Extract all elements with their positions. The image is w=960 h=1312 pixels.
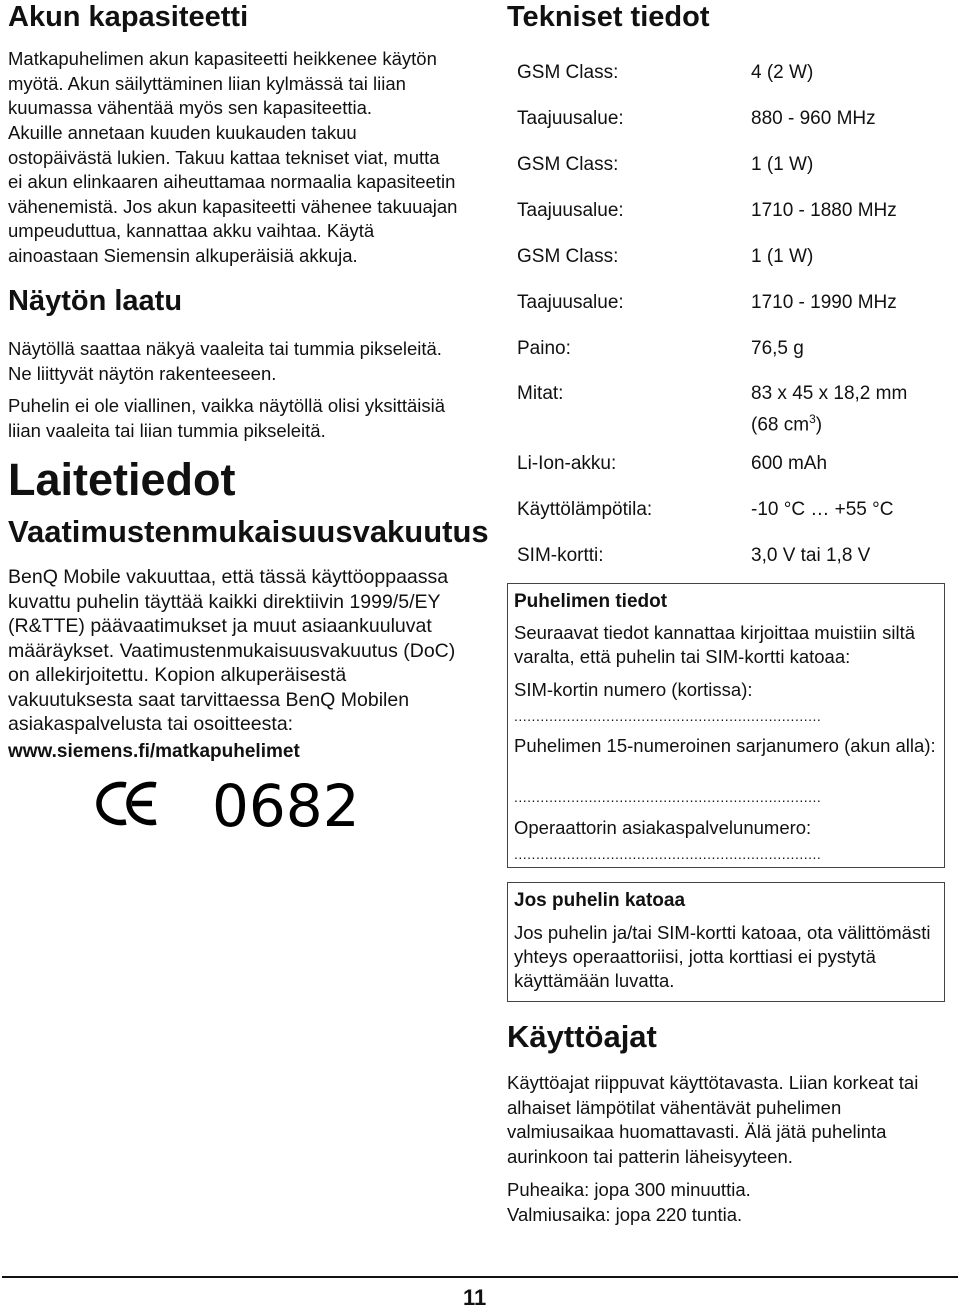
display-paragraph-1: Näytöllä saattaa näkyä vaaleita tai tummia pikseleitä. Ne liittyvät näytön rakenteeseen.	[8, 338, 442, 384]
spec-label: Taajuusalue:	[517, 200, 624, 221]
spec-label: SIM-kortti:	[517, 545, 604, 566]
battery-paragraph-1: Matkapuhelimen akun kapasiteetti heikkenee käytön myötä. Akun säilyttäminen liian kylmässä tai liian kuumassa vähentää myös sen kapasiteettia.	[8, 48, 437, 118]
lost-phone-title: Jos puhelin katoaa	[514, 890, 686, 911]
spec-label: Käyttölämpötila:	[517, 499, 653, 520]
spec-label: Taajuusalue:	[517, 108, 624, 129]
footer-divider	[2, 1276, 958, 1278]
spec-value: 1 (1 W)	[751, 154, 814, 175]
spec-label: Taajuusalue:	[517, 292, 624, 313]
sim-number-dots: ......................................................................	[514, 708, 822, 724]
spec-value: 1 (1 W)	[751, 246, 814, 267]
talk-time: Puheaika: jopa 300 minuuttia.	[507, 1179, 751, 1200]
spec-label: Li-Ion-akku:	[517, 453, 617, 474]
phone-info-intro: Seuraavat tiedot kannattaa kirjoittaa muistiin siltä varalta, että puhelin tai SIM-kortti katoaa:	[514, 622, 916, 667]
spec-value: -10 °C … +55 °C	[751, 499, 894, 520]
conformity-subheading: Vaatimustenmukaisuusvakuutus	[8, 514, 489, 549]
serial-number-label: Puhelimen 15-numeroinen sarjanumero (akun alla):	[514, 735, 936, 756]
spec-value: 880 - 960 MHz	[751, 108, 876, 129]
spec-row-dimensions	[517, 382, 947, 434]
spec-value: 1710 - 1880 MHz	[751, 200, 897, 221]
conformity-text: BenQ Mobile vakuuttaa, että tässä käyttöoppaassa kuvattu puhelin täyttää kaikki direktiivin 1999/5/EY (R&TTE) päävaatimukset ja muut asiaankuuluvat määräykset. Vaatimustenmukaisuusvakuutus (DoC) on allekirjoitettu. Kopion alkuperäisestä vakuutuksesta saat tarvittaessa BenQ Mobilen asiakaspalvelusta tai osoitteesta:	[8, 566, 456, 735]
phone-info-box	[507, 583, 945, 868]
spec-label: Paino:	[517, 338, 571, 359]
spec-value: 76,5 g	[751, 338, 804, 359]
lost-phone-text: Jos puhelin ja/tai SIM-kortti katoaa, ota välittömästi yhteys operaattoriisi, jotta korttiasi ei pystytä käyttämään luvatta.	[514, 922, 931, 991]
display-paragraph-2: Puhelin ei ole viallinen, vaikka näytöllä olisi yksittäisiä liian vaaleita tai liian tummia pikseleitä.	[8, 395, 446, 441]
sim-number-label: SIM-kortin numero (kortissa):	[514, 679, 753, 700]
operator-number-label: Operaattorin asiakaspalvelunumero:	[514, 817, 812, 838]
phone-info-title: Puhelimen tiedot	[514, 591, 668, 612]
usage-times-text: Käyttöajat riippuvat käyttötavasta. Liian korkeat tai alhaiset lämpötilat vähentävät puhelimen valmiusaikaa huomattavasti. Älä jätä puhelinta aurinkoon tai patterin läheisyyteen.	[507, 1072, 919, 1167]
usage-times-heading: Käyttöajat	[507, 1019, 657, 1054]
device-heading: Laitetiedot	[8, 454, 236, 505]
standby-time: Valmiusaika: jopa 220 tuntia.	[507, 1204, 743, 1225]
display-heading: Näytön laatu	[8, 285, 183, 317]
serial-number-dots: ......................................................................	[514, 789, 822, 805]
battery-heading: Akun kapasiteetti	[8, 1, 249, 33]
operator-number-dots: ......................................................................	[514, 846, 822, 862]
website-url: www.siemens.fi/matkapuhelimet	[8, 741, 300, 762]
spec-value: 3,0 V tai 1,8 V	[751, 545, 871, 566]
spec-value: 600 mAh	[751, 453, 828, 474]
ce-mark-logo	[92, 772, 362, 834]
spec-value-volume: (68 $cm^3$)	[751, 412, 823, 436]
spec-label: GSM Class:	[517, 246, 619, 267]
spec-label: GSM Class:	[517, 154, 619, 175]
spec-value: 1710 - 1990 MHz	[751, 292, 897, 313]
spec-value: 4 (2 W)	[751, 62, 814, 83]
spec-value: 83 x 45 x 18,2 mm	[751, 383, 908, 404]
spec-label: Mitat:	[517, 383, 564, 404]
tech-specs-heading: Tekniset tiedot	[507, 1, 710, 33]
svg-text:0682: 0682	[212, 772, 360, 834]
page-number: 11	[463, 1285, 487, 1310]
spec-label: GSM Class:	[517, 62, 619, 83]
lost-phone-box	[507, 882, 945, 1002]
battery-paragraph-2: Akuille annetaan kuuden kuukauden takuu ostopäivästä lukien. Takuu kattaa tekniset viat, mutta ei akun elinkaaren aiheuttamaa normaalia kapasiteetin vähenemistä. Jos akun kapasiteetti vähenee takuuajan umpeuduttua, kannattaa akku vaihtaa. Käytä ainoastaan Siemensin alkuperäisiä akkuja.	[8, 122, 458, 266]
